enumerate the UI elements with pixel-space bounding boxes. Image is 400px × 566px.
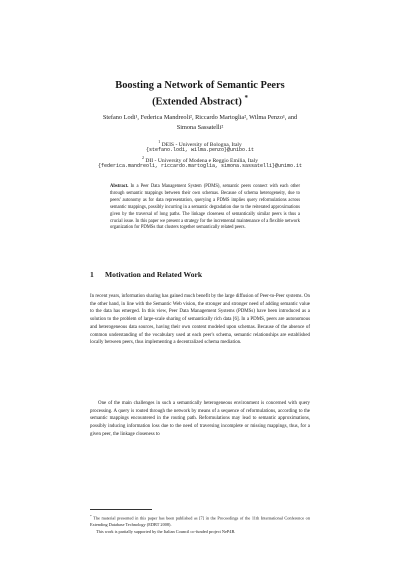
footnote-rule bbox=[90, 509, 152, 510]
affiliation-email: {stefano.lodi, wilma.penzo}@unibo.it bbox=[145, 147, 255, 153]
abstract-label: Abstract. bbox=[110, 184, 129, 189]
affiliation-text: DEIS - University of Bologna, Italy bbox=[161, 141, 242, 148]
paper-title-text: Boosting a Network of Semantic Peers bbox=[115, 80, 285, 91]
abstract bbox=[110, 184, 300, 232]
section-title: Motivation and Related Work bbox=[105, 270, 203, 279]
footnote bbox=[90, 513, 310, 536]
footnote-line2: This work is partially supported by the Italian Council co-funded project NeP4B. bbox=[96, 528, 236, 534]
affiliation-text: DII - University of Modena e Reggio Emilia, Italy bbox=[145, 157, 259, 164]
paper-subtitle-text: (Extended Abstract) bbox=[152, 96, 242, 108]
affiliation-mark: 1 bbox=[158, 139, 161, 144]
paper-title-line1 bbox=[60, 79, 340, 92]
footnote-text-1: The material presented in this paper has been published as [7] in the Proceedings of the 11th International Conference on Extending Database Technology (EDBT 2008). bbox=[90, 515, 310, 528]
abstract-text: In a Peer Data Management System (PDMS), semantic peers connect with each other through semantic mappings between their own schemas. Because of schema heterogeneity, due to peers' autonomy as for data representation, querying a PDMS implies query reformulations across semantic mappings, possibly incurring in a semantic degradation due to the reiterated approximations given by the traversal of long paths. The linkage closeness of semantically similar peers is thus a crucial issue. In this paper we present a strategy for the incremental maintenance of a flexible network organization for PDMSs that clusters together semantically related peers. bbox=[110, 184, 300, 231]
footnote-line1 bbox=[90, 513, 310, 529]
affiliation-mark: 2 bbox=[141, 155, 144, 160]
body-paragraph-2: One of the main challenges in such a semantically heterogeneous environment is concerned with query processing. A query is routed through the network by means of a sequence of reformulations, according to the semantic mappings encountered in the routing path. Reformulations may lead to semantic approximations, possibly inducing information loss due to the need of traversing incomplete or missing mappings, thus, for a given peer, the linkage closeness to bbox=[90, 401, 310, 437]
title-footnote-mark: * bbox=[244, 94, 248, 102]
paper-title-line2 bbox=[60, 92, 340, 108]
footnote-mark: * bbox=[90, 514, 92, 518]
section-number: 1 bbox=[90, 270, 94, 279]
authors-line1: Stefano Lodi¹, Federica Mandreoli², Riccardo Martoglia², Wilma Penzo¹, and bbox=[102, 114, 298, 121]
section-heading bbox=[90, 270, 202, 280]
affiliation-1-email bbox=[40, 146, 360, 154]
body-paragraph-1: In recent years, information sharing has gained much benefit by the large diffusion of Peer-to-Peer systems. On the other hand, in line with the Semantic Web vision, the stronger and stronger need of adding semantic value to the data has emerged. In this view, Peer Data Management Systems (PDMSs) have been introduced as a solution to the problem of large-scale sharing of semantically rich data [6]. In a PDMS, peers are autonomous and heterogeneous data sources, having their own content modeled upon schemas. Because of the absence of common understanding of the vocabulary used at each peer's schema, semantic relationships are established locally between peers, thus implementing a decentralized schema mediation. bbox=[90, 294, 310, 346]
affiliation-email: {federica.mandreoli, riccardo.martoglia, simona.sassatelli}@unimo.it bbox=[97, 163, 303, 169]
authors-line2: Simona Sassatelli² bbox=[176, 124, 224, 131]
affiliation-2-email bbox=[40, 162, 360, 170]
